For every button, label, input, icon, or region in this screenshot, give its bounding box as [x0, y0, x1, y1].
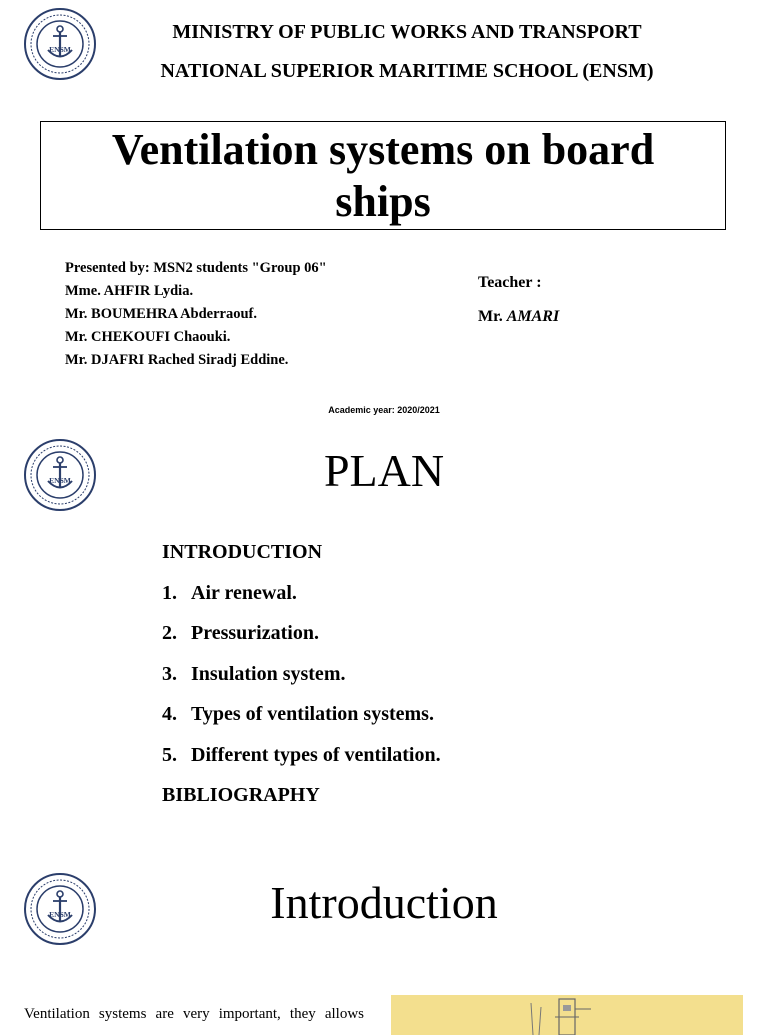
presenter-name: Mr. DJAFRI Rached Siradj Eddine.	[65, 352, 289, 368]
toc-item-number: 4.	[162, 703, 177, 725]
toc-item	[162, 702, 441, 743]
svg-text:ENSM: ENSM	[49, 45, 71, 54]
school-name: NATIONAL SUPERIOR MARITIME SCHOOL (ENSM)	[160, 60, 654, 82]
title-box	[40, 121, 726, 230]
presentation-title: Ventilation systems on board ships	[111, 124, 655, 226]
teacher-name	[478, 308, 559, 326]
toc-item	[162, 581, 441, 622]
toc-item-number: 1.	[162, 581, 177, 604]
toc-item-number: 3.	[162, 662, 177, 685]
introduction-text: Ventilation systems are very important, they allows	[24, 1006, 364, 1022]
toc-item	[162, 743, 441, 784]
ministry-name: MINISTRY OF PUBLIC WORKS AND TRANSPORT	[172, 21, 642, 43]
toc-item-number: 5.	[162, 743, 177, 766]
toc-item-text: Types of ventilation systems.	[191, 703, 434, 725]
plan-title: PLAN	[323, 445, 445, 496]
title-slide	[0, 0, 768, 430]
presenter-name: Mr. BOUMEHRA Abderraouf.	[65, 306, 257, 322]
table-of-contents	[162, 540, 441, 824]
toc-item-text: Pressurization.	[191, 622, 319, 644]
toc-item	[162, 662, 441, 703]
presenter-name: Mme. AHFIR Lydia.	[65, 283, 194, 299]
svg-text:ENSM: ENSM	[49, 476, 71, 485]
ventilation-diagram-graphic	[391, 995, 743, 1035]
toc-item	[162, 621, 441, 662]
toc-item-text: Air renewal.	[191, 581, 297, 604]
toc-introduction: INTRODUCTION	[162, 541, 323, 563]
teacher-surname: AMARI	[506, 308, 560, 325]
svg-text:ENSM: ENSM	[49, 910, 71, 919]
toc-item-number: 2.	[162, 622, 177, 644]
toc-item-text: Different types of ventilation.	[191, 743, 441, 766]
teacher-prefix: Mr.	[478, 308, 503, 325]
academic-year: Academic year: 2020/2021	[328, 405, 440, 415]
presenters-heading: Presented by: MSN2 students "Group 06"	[65, 260, 327, 276]
toc-bibliography: BIBLIOGRAPHY	[162, 784, 320, 806]
introduction-title: Introduction	[270, 877, 498, 928]
anchor-icon	[23, 7, 97, 81]
presenter-name: Mr. CHEKOUFI Chaouki.	[65, 329, 231, 345]
ensm-logo	[23, 7, 97, 81]
toc-item-text: Insulation system.	[191, 662, 346, 685]
ventilation-diagram-image	[391, 995, 743, 1035]
presenters-list	[65, 257, 327, 372]
introduction-slide	[0, 850, 768, 1024]
teacher-label: Teacher :	[478, 274, 542, 291]
plan-slide	[0, 430, 768, 850]
